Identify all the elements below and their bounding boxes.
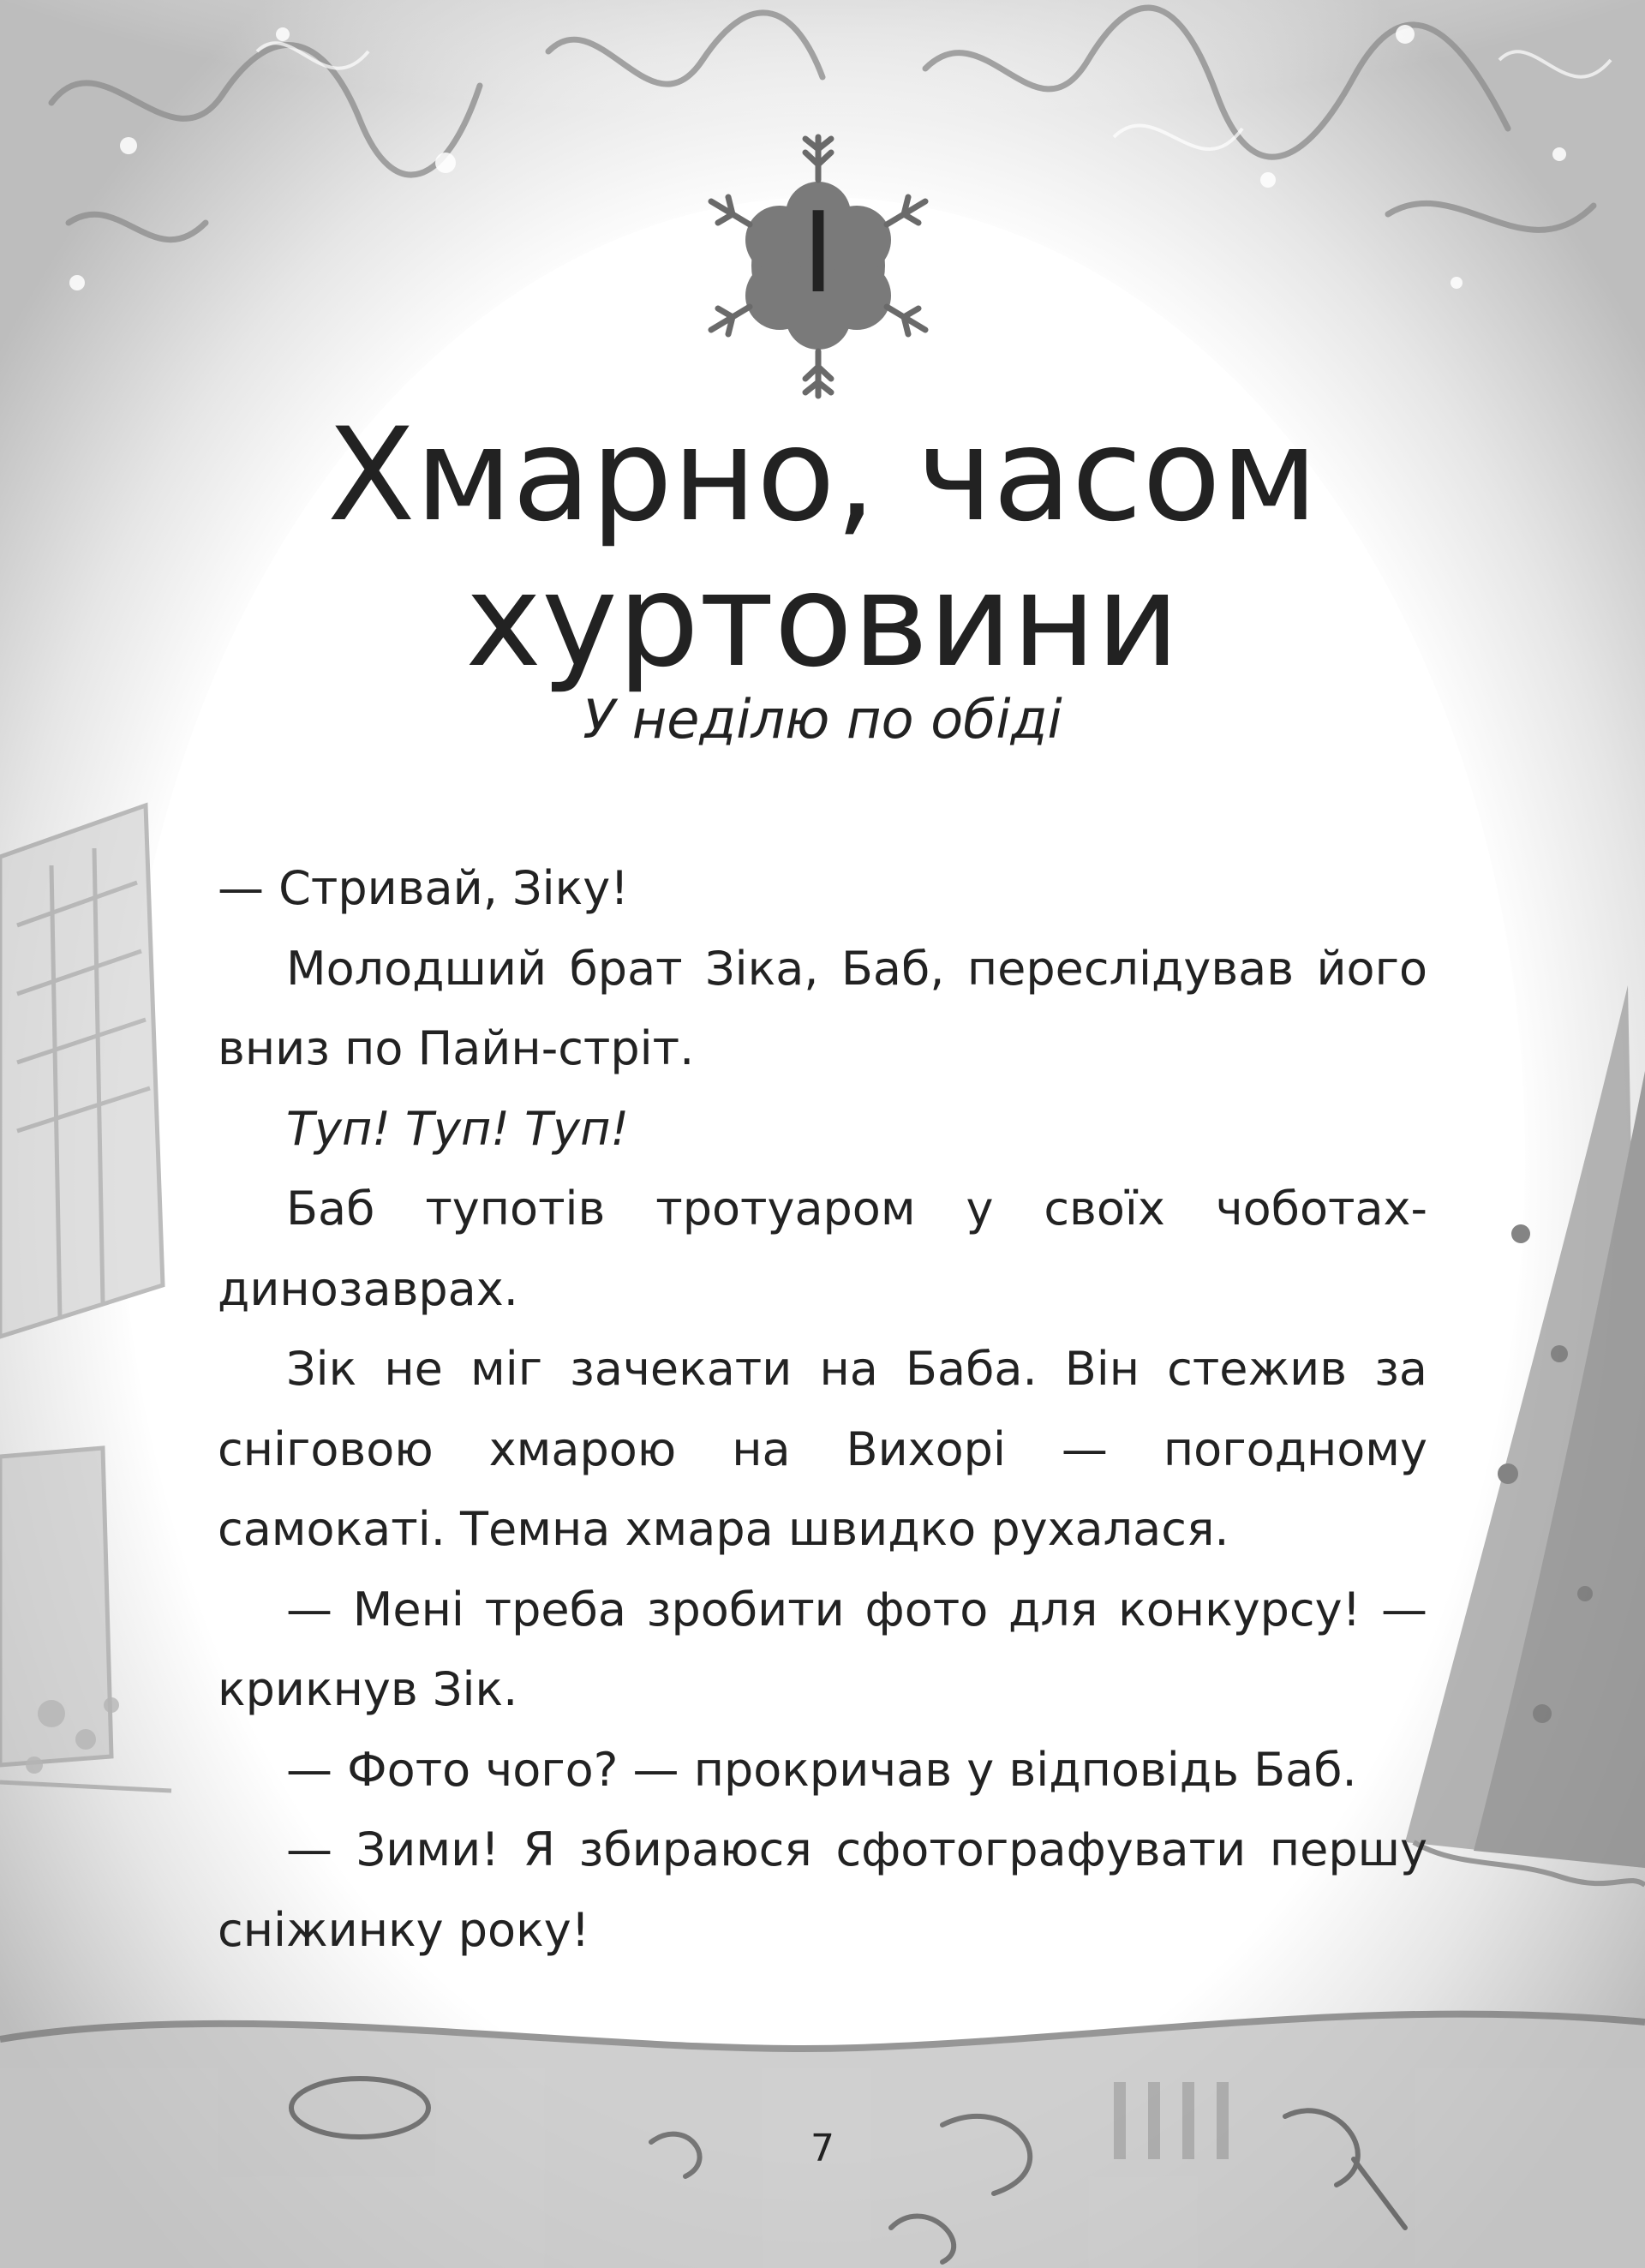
paragraph: — Стривай, Зіку! xyxy=(218,861,629,915)
paragraph: Баб тупотів тротуаром у своїх чоботах-динозаврах. xyxy=(218,1182,1427,1316)
paragraph: Зік не міг зачекати на Баба. Він стежив за сніговою хмарою на Вихорі — погодному самокаті. Темна хмара швидко рухалася. xyxy=(218,1342,1427,1556)
paragraph: — Фото чого? — прокричав у відповідь Баб. xyxy=(286,1742,1357,1797)
page-number: 7 xyxy=(811,2127,834,2170)
paragraph: — Мені треба зробити фото для конкурсу! — крикнув Зік. xyxy=(218,1582,1427,1716)
paragraph: — Зими! Я збираюся сфотографувати першу сніжинку року! xyxy=(218,1822,1427,1957)
chapter-title xyxy=(223,403,1422,694)
story-text xyxy=(218,848,1427,1970)
paragraph: Туп! Туп! Туп! xyxy=(286,1101,630,1156)
paragraph: Молодший брат Зіка, Баб, переслідував його вниз по Пайн-стріт. xyxy=(218,941,1427,1075)
chapter-title-line-2: хуртовини xyxy=(465,547,1180,696)
chapter-numeral: I xyxy=(801,188,835,318)
chapter-subtitle: У неділю по обіді xyxy=(583,688,1062,751)
chapter-title-line-1: Хмарно, часом xyxy=(326,401,1319,550)
